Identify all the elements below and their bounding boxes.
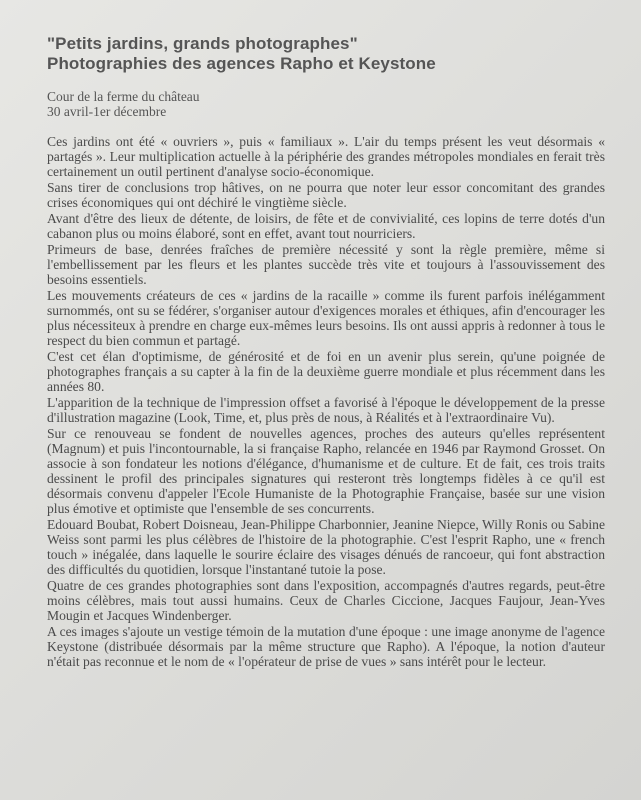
body-text: [47, 134, 605, 669]
venue-dates: 30 avril-1er décembre: [47, 104, 167, 119]
paragraph: A ces images s'ajoute un vestige témoin de la mutation d'une époque : une image anonyme de l'agence Keystone (distribuée désormais par la même structure que Rapho). A l'époque, la notion d'auteur n'était pas reconnue et le nom de « l'opérateur de prise de vues » sans intérêt pour le lecteur.: [47, 624, 605, 669]
paragraph: Sans tirer de conclusions trop hâtives, on ne pourra que noter leur essor concomitant des grandes crises économiques qui ont déchiré le vingtième siècle.: [47, 180, 605, 210]
exhibition-panel: [47, 34, 605, 670]
exhibition-title: [47, 34, 605, 74]
paragraph: C'est cet élan d'optimisme, de générosité et de foi en un avenir plus serein, qu'une poignée de photographes français a su capter à la fin de la deuxième guerre mondiale et plus récemment dans les années 80.: [47, 349, 605, 394]
paragraph: Ces jardins ont été « ouvriers », puis « familiaux ». L'air du temps présent les veut désormais « partagés ». Leur multiplication actuelle à la périphérie des grandes métropoles mondiales en ferait très certainement un outil pertinent d'analyse socio-économique.: [47, 134, 605, 179]
paragraph: Quatre de ces grandes photographies sont dans l'exposition, accompagnés d'autres regards, peut-être moins célèbres, mais tout aussi humains. Ceux de Charles Ciccione, Jacques Faujour, Jean-Yves Mougin et Jacques Windenberger.: [47, 578, 605, 623]
venue-info: [47, 89, 605, 119]
paragraph: L'apparition de la technique de l'impression offset a favorisé à l'époque le développement de la presse d'illustration magazine (Look, Time, et, plus près de nous, à Réalités et à l'extraordinaire Vu).: [47, 395, 605, 425]
paragraph: Avant d'être des lieux de détente, de loisirs, de fête et de convivialité, ces lopins de terre dotés d'un cabanon plus ou moins élaboré, sont en effet, avant tout nourriciers.: [47, 211, 605, 241]
paragraph: Edouard Boubat, Robert Doisneau, Jean-Philippe Charbonnier, Jeanine Niepce, Willy Ronis ou Sabine Weiss sont parmi les plus célèbres de l'histoire de la photographie. C'est l'esprit Rapho, une « french touch » inégalée, dans laquelle le sourire éclaire des visages dénués de rancoeur, qui font abstraction des difficultés du quotidien, lorsque l'instantané tutoie la pose.: [47, 517, 605, 577]
paragraph: Sur ce renouveau se fondent de nouvelles agences, proches des auteurs qu'elles représentent (Magnum) et puis l'incontournable, la si française Rapho, relancée en 1946 par Raymond Grosset. On associe à son fondateur les notions d'élégance, d'humanisme et de culture. Et de fait, ces trois traits dessinent le profil des principales signatures qui resteront très longtemps fidèles à ce qu'il est désormais convenu d'appeler l'Ecole Humaniste de la Photographie Française, basée sur une vision plus émotive et optimiste que l'ensemble de ses concurrents.: [47, 426, 605, 516]
paragraph: Les mouvements créateurs de ces « jardins de la racaille » comme ils furent parfois inélégamment surnommés, ont su se fédérer, s'organiser autour d'exigences morales et éthiques, afin d'encourager les plus nécessiteux à prendre en charge eux-mêmes leurs besoins. Ils ont aussi appris à redonner à tous le respect du bien commun et partagé.: [47, 288, 605, 348]
title-line-2: Photographies des agences Rapho et Keystone: [47, 54, 436, 73]
venue-place: Cour de la ferme du château: [47, 89, 200, 104]
paragraph: Primeurs de base, denrées fraîches de première nécessité y sont la règle première, même si l'embellissement par les fleurs et les plantes succède très vite et toujours à l'assouvissement des besoins essentiels.: [47, 242, 605, 287]
title-line-1: "Petits jardins, grands photographes": [47, 34, 358, 53]
